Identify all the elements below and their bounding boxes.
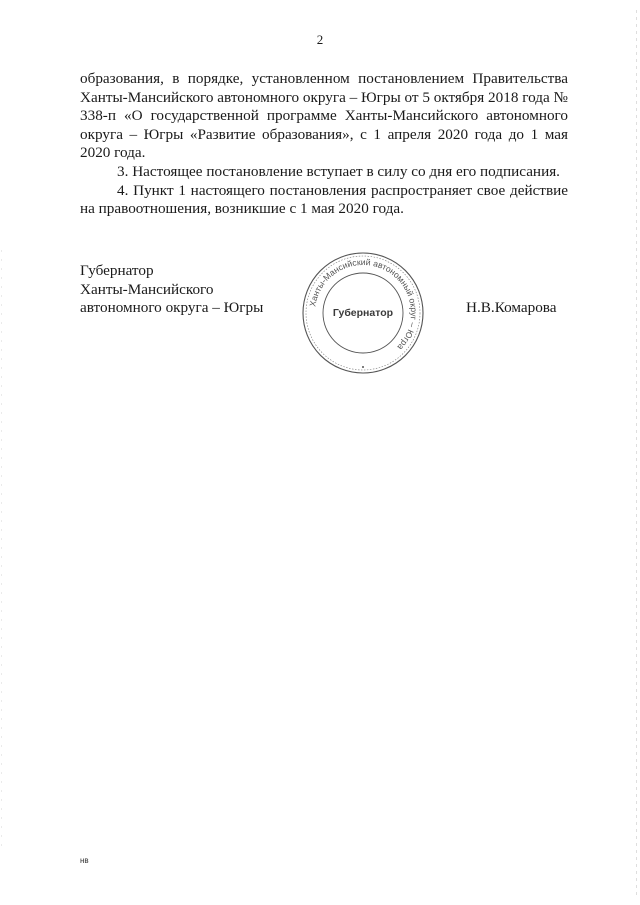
paragraph-continuation: образования, в порядке, установленном постановлением Правительства Ханты-Мансийского автономного округа – Югры от 5 октября 2018 года № 338-п «О государственной программе Ханты-Мансийского автономного округа – Югры «Развитие образования», с 1 апреля 2020 года до 1 мая 2020 года. [80,70,568,162]
governor-seal-stamp [300,250,426,376]
signature-position-line: автономного округа – Югры [80,299,264,317]
paragraph-item-3: 3. Настоящее постановление вступает в силу со дня его подписания. [117,162,560,180]
scan-edge-right [636,10,637,895]
document-body [80,70,568,219]
signature-position [80,262,263,318]
seal-ring-text: Ханты-Мансийский автономный округ – Югра [307,256,420,353]
signature-position-line: Губернатор [80,262,154,279]
signer-name: Н.В.Комарова [466,299,557,316]
scan-edge-left [1,250,2,850]
page-number: 2 [316,32,324,47]
paragraph-item-4: 4. Пункт 1 настоящего постановления распространяет свое действие на правоотношения, возникшие с 1 мая 2020 года. [80,181,568,218]
footer-initials: нв [80,856,89,865]
seal-center-text: Губернатор [332,307,394,319]
signature-position-line: Ханты-Мансийского [80,280,214,298]
